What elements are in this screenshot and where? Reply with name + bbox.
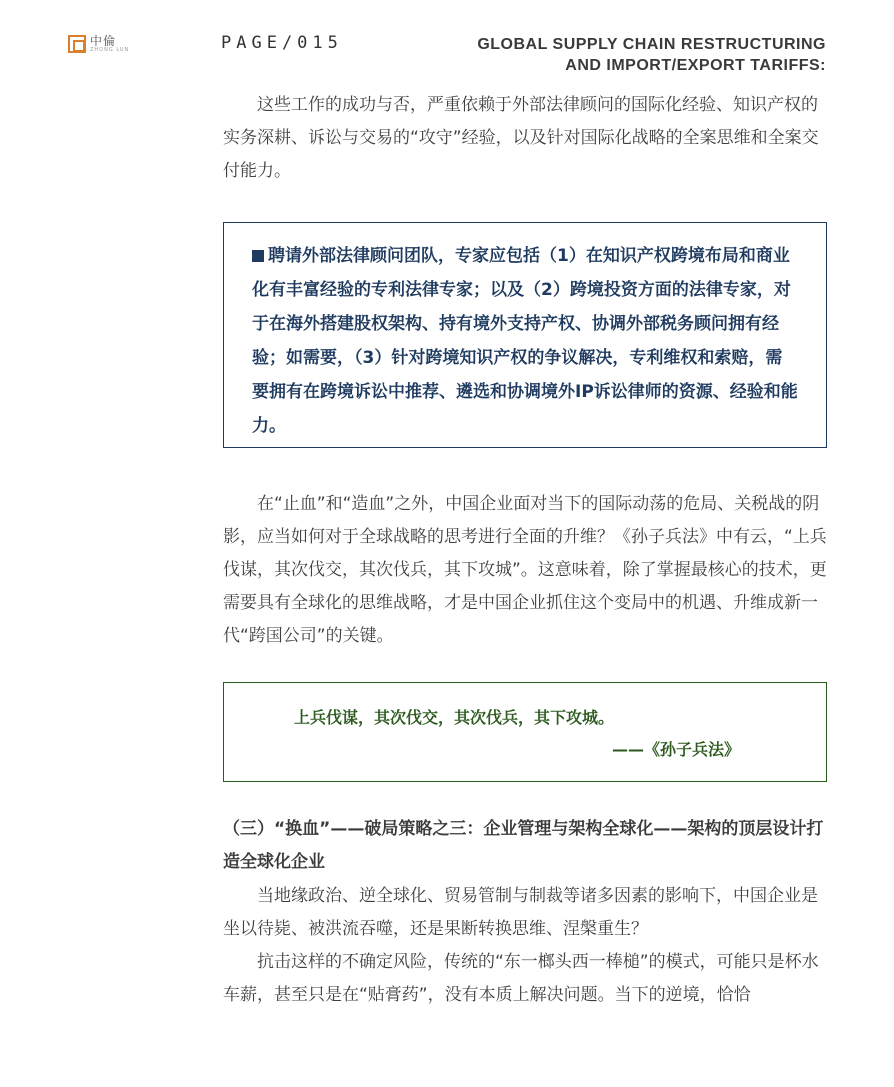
logo-english: ZHONG LUN xyxy=(90,47,130,53)
callout-text: 聘请外部法律顾问团队，专家应包括（1）在知识产权跨境布局和商业化有丰富经验的专利法律专家；以及（2）跨境投资方面的法律专家，对于在海外搭建股权架构、持有境外支持产权、协调外部税务顾问拥有经验；如需要，（3）针对跨境知识产权的争议解决，专利维权和索赔，需要拥有在跨境诉讼中推荐、遴选和协调境外IP诉讼律师的资源、经验和能力。 xyxy=(252,246,798,436)
logo-chinese: 中倫 xyxy=(90,34,117,48)
quote-text: 上兵伐谋，其次伐交，其次伐兵，其下攻城。 xyxy=(294,708,615,727)
document-title xyxy=(477,34,826,76)
paragraph-3: 当地缘政治、逆全球化、贸易管制与制裁等诸多因素的影响下，中国企业是坐以待毙、被洪流吞噬，还是果断转换思维、涅槃重生？ xyxy=(223,886,818,939)
title-line-1: GLOBAL SUPPLY CHAIN RESTRUCTURING xyxy=(477,36,826,53)
paragraph-1: 这些工作的成功与否，严重依赖于外部法律顾问的国际化经验、知识产权的实务深耕、诉讼与交易的“攻守”经验，以及针对国际化战略的全案思维和全案交付能力。 xyxy=(223,95,819,181)
logo-mark-icon xyxy=(68,35,86,53)
paragraph-4: 抗击这样的不确定风险，传统的“东一榔头西一棒槌”的模式，可能只是杯水车薪，甚至只是在“贴膏药”，没有本质上解决问题。当下的逆境，恰恰 xyxy=(223,952,819,1005)
title-line-2: AND IMPORT/EXPORT TARIFFS: xyxy=(565,57,826,74)
callout-box-advice xyxy=(223,222,827,448)
quote-box xyxy=(223,682,827,782)
bullet-square-icon xyxy=(252,250,264,262)
quote-source: ——《孙子兵法》 xyxy=(611,740,740,759)
paragraph-2: 在“止血”和“造血”之外，中国企业面对当下的国际动荡的危局、关税战的阴影，应当如何对于全球战略的思考进行全面的升维？《孙子兵法》中有云，“上兵伐谋，其次伐交，其次伐兵，其下攻城”。这意味着，除了掌握最核心的技术，更需要具有全球化的思维战略，才是中国企业抓住这个变局中的机遇、升维成新一代“跨国公司”的关键。 xyxy=(223,494,827,646)
section-heading: （三）“换血”——破局策略之三：企业管理与架构全球化——架构的顶层设计打造全球化企业 xyxy=(223,819,824,872)
callout-text-wrap xyxy=(252,239,798,443)
page-number: PAGE/015 xyxy=(221,33,343,53)
logo xyxy=(68,35,129,53)
logo-text xyxy=(90,35,129,53)
